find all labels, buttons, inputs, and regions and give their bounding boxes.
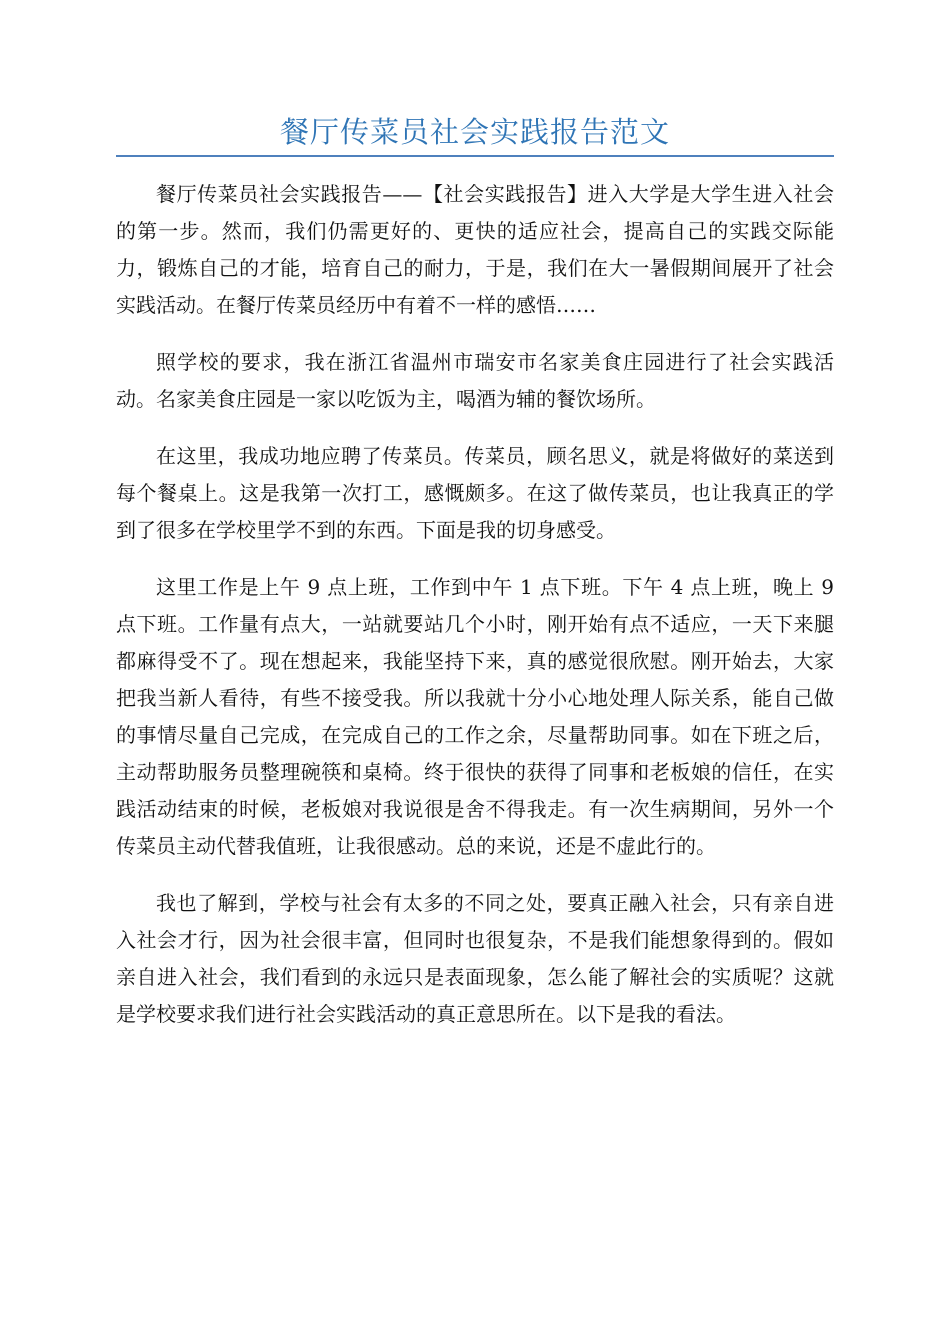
paragraph-3: 在这里，我成功地应聘了传菜员。传菜员，顾名思义，就是将做好的菜送到每个餐桌上。这是我第一次打工，感慨颇多。在这了做传菜员，也让我真正的学到了很多在学校里学不到的东西。下面是我的切身感受。 [116, 444, 834, 542]
paragraph-4: 这里工作是上午 9 点上班，工作到中午 1 点下班。下午 4 点上班，晚上 9 点下班。工作量有点大，一站就要站几个小时，刚开始有点不适应，一天下来腿都麻得受不了。现在想起来，我能坚持下来，真的感觉很欣慰。刚开始去，大家把我当新人看待，有些不接受我。所以我就十分小心地处理人际关系，能自己做的事情尽量自己完成，在完成自己的工作之余，尽量帮助同事。如在下班之后，主动帮助服务员整理碗筷和桌椅。终于很快的获得了同事和老板娘的信任，在实践活动结束的时候，老板娘对我说很是舍不得我走。有一次生病期间，另外一个传菜员主动代替我值班，让我很感动。总的来说，还是不虚此行的。 [116, 575, 834, 858]
paragraph-5: 我也了解到，学校与社会有太多的不同之处，要真正融入社会，只有亲自进入社会才行，因为社会很丰富，但同时也很复杂，不是我们能想象得到的。假如亲自进入社会，我们看到的永远只是表面现象，怎么能了解社会的实质呢？这就是学校要求我们进行社会实践活动的真正意思所在。以下是我的看法。 [116, 891, 834, 1026]
paragraph-2: 照学校的要求，我在浙江省温州市瑞安市名家美食庄园进行了社会实践活动。名家美食庄园是一家以吃饭为主，喝酒为辅的餐饮场所。 [116, 350, 834, 411]
document-body [116, 176, 834, 1053]
title-underline [116, 155, 834, 157]
paragraph-1: 餐厅传菜员社会实践报告——【社会实践报告】进入大学是大学生进入社会的第一步。然而，我们仍需更好的、更快的适应社会，提高自己的实践交际能力，锻炼自己的才能，培育自己的耐力，于是，我们在大一暑假期间展开了社会实践活动。在餐厅传菜员经历中有着不一样的感悟…… [116, 182, 834, 317]
document-title: 餐厅传菜员社会实践报告范文 [279, 115, 670, 149]
